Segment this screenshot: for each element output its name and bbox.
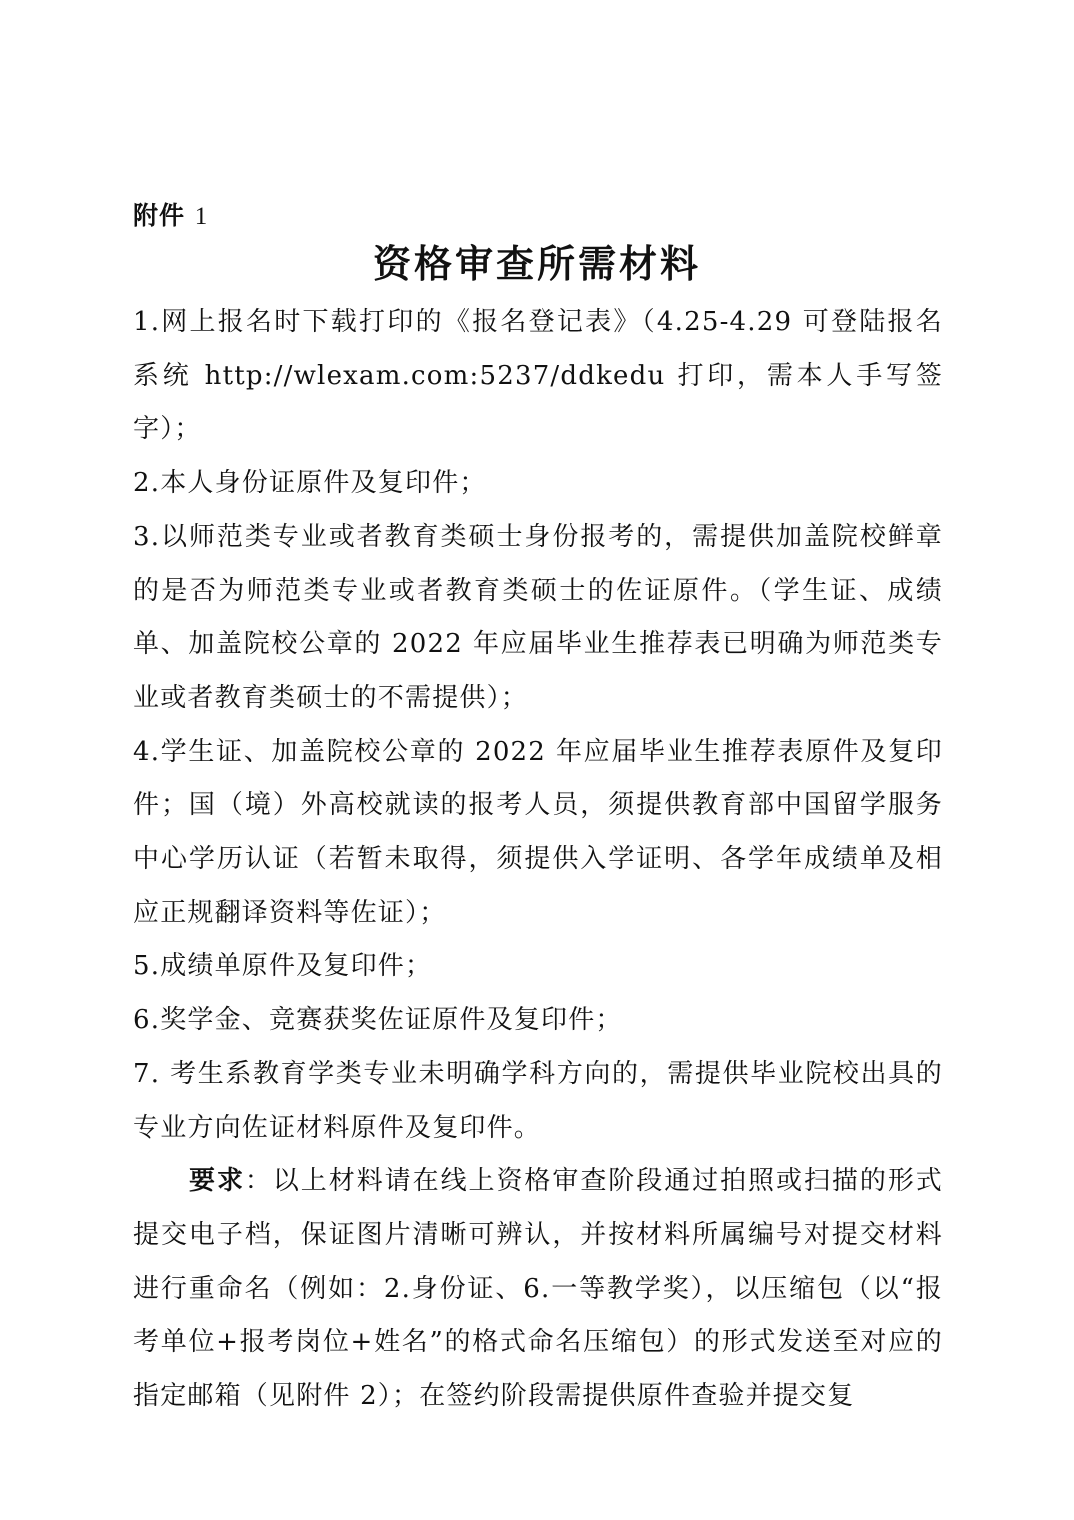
list-item-6: 6.奖学金、竞赛获奖佐证原件及复印件；	[133, 1005, 623, 1036]
list-item-3: 3.以师范类专业或者教育类硕士身份报考的，需提供加盖院校鲜章的是否为师范类专业或者教育类硕士的佐证原件。（学生证、成绩单、加盖院校公章的 2022 年应届毕业生推荐表已明确为师范类专业或者教育类硕士的不需提供）；	[133, 521, 943, 713]
requirement-paragraph	[133, 1155, 943, 1424]
list-item-5: 5.成绩单原件及复印件；	[133, 951, 433, 982]
list-item-4: 4.学生证、加盖院校公章的 2022 年应届毕业生推荐表原件及复印件；国（境）外高校就读的报考人员，须提供教育部中国留学服务中心学历认证（若暂未取得，须提供入学证明、各学年成绩单及相应正规翻译资料等佐证）；	[133, 736, 943, 928]
requirement-text: ：以上材料请在线上资格审查阶段通过拍照或扫描的形式提交电子档，保证图片清晰可辨认，并按材料所属编号对提交材料进行重命名（例如：2.身份证、6.一等教学奖），以压缩包（以“报考单位+报考岗位+姓名”的格式命名压缩包）的形式发送至对应的指定邮箱（见附件 2）；在签约阶段需提供原件查验并提交复	[133, 1166, 943, 1412]
list-item-2: 2.本人身份证原件及复印件；	[133, 468, 487, 499]
attachment-label-text: 附件	[133, 201, 186, 230]
requirement-label: 要求	[189, 1166, 245, 1197]
list-item-1: 1.网上报名时下载打印的《报名登记表》（4.25-4.29 可登陆报名系统 http://wlexam.com:5237/ddkedu 打印，需本人手写签字）；	[133, 307, 943, 445]
document-body	[133, 296, 943, 1424]
attachment-number: 1	[194, 203, 209, 230]
document-title: 资格审查所需材料	[372, 241, 701, 286]
attachment-label	[133, 196, 208, 232]
list-item-7: 7. 考生系教育学类专业未明确学科方向的，需提供毕业院校出具的专业方向佐证材料原件及复印件。	[133, 1058, 943, 1143]
